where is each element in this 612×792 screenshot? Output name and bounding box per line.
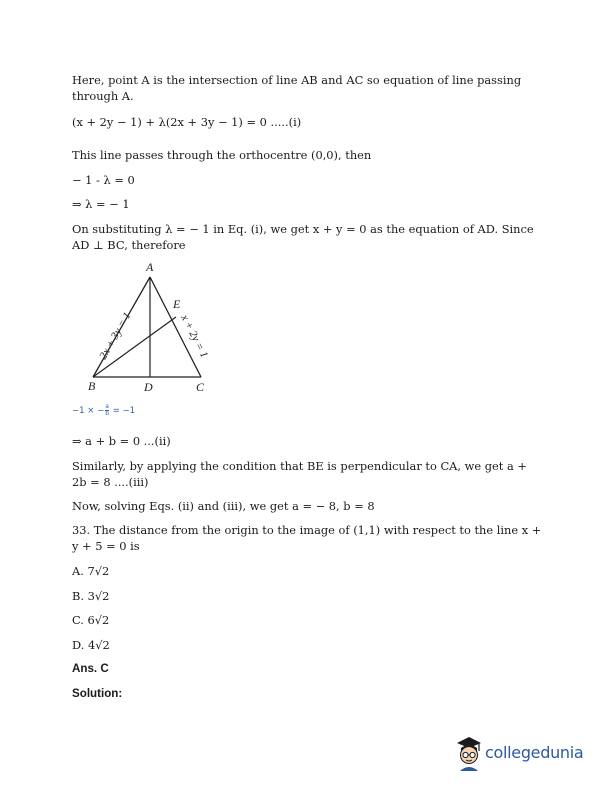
vertex-c-label: C xyxy=(196,380,205,394)
equation-ii: ⇒ a + b = 0 ...(ii) xyxy=(72,434,171,448)
option-b: B. 3√2 xyxy=(72,589,110,603)
answer-label: Ans. C xyxy=(72,662,109,675)
formula-minus: − xyxy=(97,406,105,416)
solution-label: Solution: xyxy=(72,687,123,700)
triangle-figure xyxy=(80,260,230,400)
vertex-b-label: B xyxy=(88,379,96,393)
substitution-paragraph: On substituting λ = − 1 in Eq. (i), we get x + y = 0 as the equation of AD. Since AD ⊥ BC, therefore xyxy=(72,222,534,252)
student-mascot-icon xyxy=(454,734,484,772)
formula-right: = −1 xyxy=(112,406,136,416)
line-ac-label: x + 2y = 1 xyxy=(178,312,211,360)
option-a: A. 7√2 xyxy=(72,564,110,578)
similarly-paragraph: Similarly, by applying the condition that BE is perpendicular to CA, we get a + 2b = 8 ....(iii) xyxy=(72,459,527,489)
collegedunia-logo xyxy=(454,734,588,774)
line-ab-label: 2x + 3y = 1 xyxy=(97,310,134,362)
formula-left: −1 × xyxy=(72,406,95,416)
vertex-a-label: A xyxy=(146,260,154,274)
fraction-numerator: a xyxy=(105,403,109,410)
formula-fraction xyxy=(105,404,109,417)
solving-paragraph: Now, solving Eqs. (ii) and (iii), we get a = − 8, b = 8 xyxy=(72,499,375,513)
vertex-e-label: E xyxy=(173,297,181,311)
option-d: D. 4√2 xyxy=(72,638,110,652)
intro-paragraph: Here, point A is the intersection of line AB and AC so equation of line passing through A. xyxy=(72,73,522,103)
perpendicular-slope-formula xyxy=(72,404,135,417)
family-of-lines-equation: (x + 2y − 1) + λ(2x + 3y − 1) = 0 .....(i) xyxy=(72,115,302,129)
lambda-equation: − 1 - λ = 0 xyxy=(72,173,135,187)
fraction-denominator: b xyxy=(105,410,109,417)
vertex-d-label: D xyxy=(144,380,153,394)
brand-name: collegedunia xyxy=(485,743,584,762)
orthocentre-statement: This line passes through the orthocentre (0,0), then xyxy=(72,148,372,162)
lambda-result: ⇒ λ = − 1 xyxy=(72,197,130,211)
question-33: 33. The distance from the origin to the image of (1,1) with respect to the line x + y + 5 = 0 is xyxy=(72,523,542,553)
option-c: C. 6√2 xyxy=(72,613,110,627)
